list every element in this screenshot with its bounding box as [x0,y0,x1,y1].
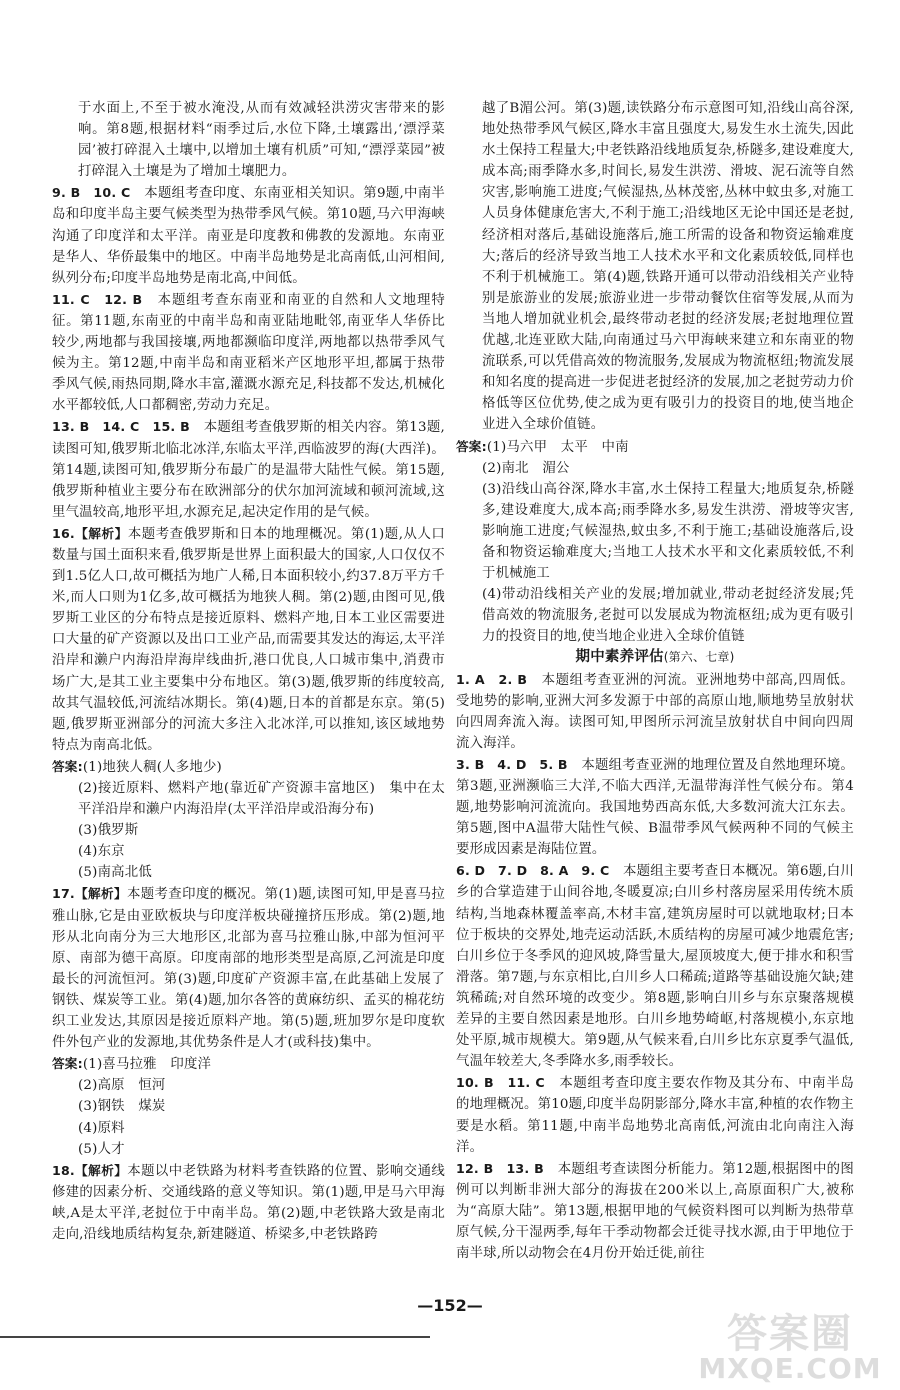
section-title [456,647,854,668]
paragraph-text: 本题组考查印度、东南亚相关知识。第9题,中南半岛和印度半岛主要气候类型为热带季风气候。第10题,马六甲海峡沟通了印度洋和太平洋。南亚是印度教和佛教的发源地。东南亚是华人、华侨最集中的地区。中南半岛地势是北高南低,山河相间,纵列分布;印度半岛地势是南北高,中间低。 [52,186,446,286]
watermark-logo [690,1300,890,1385]
continued-paragraph: 越了B湄公河。第(3)题,读铁路分布示意图可知,沿线山高谷深,地处热带季风气候区,降水丰富且强度大,易发生水土流失,因此水土保持工程量大;中老铁路沿线地质复杂,桥隧多,建设难度大,成本高;雨季降水多,时间长,易发生洪涝、滑坡、泥石流等自然灾害,影响施工进度;气候湿热,丛林茂密,丛林中蚊虫多,对施工人员身体健康危害大,不利于施工;沿线地区无论中国还是老挝,经济相对落后,基础设施落后,施工所需的设备和物资运输难度大;落后的经济导致当地工人技术水平和文化素质较低,同样也不利于机械施工。第(4)题,铁路开通可以带动沿线相关产业特别是旅游业的发展;旅游业进一步带动餐饮住宿等发展,从而为当地人增加就业机会,最终带动老挝的经济发展;老挝地理位置优越,北连亚欧大陆,向南通过马六甲海峡来建立和东南亚的物流联系,可以凭借高效的物流服务,发展成为物流枢纽;物流发展和知名度的提高进一步促进老挝经济的发展,加之老挝劳动力价格低等区位优势,使之成为更有吸引力的投资目的地,使当地企业进入全球价值链。 [482,101,854,433]
paragraph-text: 本题组考查亚洲的河流。亚洲地势中部高,四周低。受地势的影响,亚洲大河多发源于中部的高原山地,顺地势呈放射状向四周奔流入海。读图可知,甲图所示河流呈放射状自中间向四周流入海洋。 [456,672,854,751]
paragraph-text: 本题以中老铁路为材料考查铁路的位置、影响交通线修建的因素分析、交通线路的意义等知识。第(1)题,甲是马六甲海峡,A是太平洋,老挝位于中南半岛。第(2)题,中老铁路大致是南北走向,沿线地质结构复杂,新建隧道、桥梁多,中老铁路跨 [52,1163,445,1242]
paragraph-text: 本题组考查亚洲的地理位置及自然地理环境。第3题,亚洲濒临三大洋,不临大西洋,无温带海洋性气候分布。第4题,地势影响河流流向。我国地势西高东低,大多数河流大江东去。第5题,图中A温带大陆性气候、B温带季风气候两种不同的气候主要形成因素是海陆位置。 [456,757,855,858]
bottom-rule [0,1336,430,1338]
answer-explanation [456,1158,854,1264]
answer-item: (3)俄罗斯 [78,823,139,839]
answer-explanation [52,523,445,756]
page-number: —152— [417,1296,483,1315]
question-number: 6. D 7. D 8. A 9. C [456,863,610,879]
paragraph-text: (1)马六甲 太平 中南 [486,439,629,455]
answer-explanation [52,182,445,288]
answer-block [52,756,445,778]
answer-explanation [52,416,445,522]
question-number: 3. B 4. D 5. B [456,756,568,772]
answer-explanation [456,669,854,754]
section-title-sub: (第六、七章) [663,650,735,665]
answer-explanation [52,1160,445,1245]
answer-explanation [52,289,445,417]
answer-item: (2)高原 恒河 [78,1078,166,1094]
paragraph-text: (1)地狭人稠(人多地少) [82,759,222,775]
answer-label: 答案: [52,758,83,774]
answer-item: (5)南高北低 [78,865,152,881]
answer-block [456,436,854,458]
question-number: 16.【解析】 [52,525,128,541]
watermark-url: MXQE.COM [698,1352,882,1385]
answer-item: (4)东京 [78,844,125,860]
answer-label: 答案: [52,1056,83,1072]
continued-paragraph: 于水面上,不至于被水淹没,从而有效减轻洪涝灾害带来的影响。第8题,根据材料“雨季过后,水位下降,土壤露出,‘漂浮菜园’被打碎混入土壤中,以增加土壤有机质”可知,“漂浮菜园”被打碎混入土壤是为了增加土壤肥力。 [78,101,445,180]
paragraph-text: 本题组主要考查日本概况。第6题,白川乡的合掌造建于山间谷地,冬暖夏凉;白川乡村落房屋采用传统木质结构,当地森林覆盖率高,木材丰富,建筑房屋时可以就地取材;日本位于板块的交界处,地壳运动活跃,木质结构的房屋可减少地震危害;白川乡位于冬季风的迎风坡,降雪量大,屋顶坡度大,便于排水和积雪滑落。第7题,与东京相比,白川乡人口稀疏;道路等基础设施欠缺;建筑稀疏;对自然环境的改变少。第8题,影响白川乡与东京聚落规模差异的主要自然因素是地形。白川乡地势崎岖,村落规模小,东京地处平原,城市规模大。第9题,从气候来看,白川乡比东京夏季气温低,气温年较差大,冬季降水多,雨季较长。 [456,864,854,1070]
answer-item: (2)接近原料、燃料产地(靠近矿产资源丰富地区) 集中在太平洋沿岸和濑户内海沿岸(太平洋沿岸或沿海分布) [78,781,445,818]
answer-explanation [456,754,854,860]
paragraph-text: 本题组考查俄罗斯的相关内容。第13题,读图可知,俄罗斯北临北冰洋,东临太平洋,西临波罗的海(大西洋)。第14题,读图可知,俄罗斯分布最广的是温带大陆性气候。第15题,俄罗斯种植业主要分布在欧洲部分的伏尔加河流域和顿河流域,这里气温较高,地形平坦,水源充足,起决定作用的是气候。 [52,420,445,520]
answer-item: (2)南北 湄公 [482,460,570,476]
paragraph-text: 本题考查印度的概况。第(1)题,读图可知,甲是喜马拉雅山脉,它是由亚欧板块与印度洋板块碰撞挤压形成。第(2)题,地形从北向南分为三大地形区,北部为喜马拉雅山脉,中部为恒河平原、南部为德干高原。印度南部的地形类型是高原,乙河流是印度最长的河流恒河。第(3)题,印度矿产资源丰富,在此基础上发展了钢铁、煤炭等工业。第(4)题,加尔各答的黄麻纺织、孟买的棉花纺织工业发达,其原因是接近原料产地。第(5)题,班加罗尔是印度软件外包产业的发源地,其优势条件是人才(或科技)集中。 [52,887,445,1051]
paragraph-text: 本题组考查读图分析能力。第12题,根据图中的图例可以判断非洲大部分的海拔在200米以上,高原面积广大,被称为“高原大陆”。第13题,根据甲地的气候资料图可以判断为热带草原气候,分干湿两季,每年干季动物都会迁徙寻找水源,由于甲地位于南半球,所以动物会在4月份开始迁徙,前往 [456,1161,854,1262]
right-column [456,98,854,1264]
paragraph-text: 本题组考查东南亚和南亚的自然和人文地理特征。第11题,东南亚的中南半岛和南亚陆地毗邻,南亚华人华侨比较少,两地都与我国接壤,两地都濒临印度洋,两地都以热带季风气候为主。第12题,中南半岛和南亚稻米产区地形平坦,都属于热带季风气候,雨热同期,降水丰富,灌溉水源充足,科技都不发达,机械化水平都较低,人口都稠密,劳动力充足。 [52,292,446,414]
question-number: 18.【解析】 [52,1162,128,1178]
answer-item: (5)人才 [78,1141,125,1157]
answer-explanation [456,1072,854,1157]
question-number: 9. B 10. C [52,185,131,201]
answer-explanation [52,883,445,1053]
paragraph-text: 本题组考查印度主要农作物及其分布、中南半岛的地理概况。第10题,印度半岛阴影部分,降水丰富,种植的农作物主要是水稻。第11题,中南半岛地势北高南低,河流由北向南注入海洋。 [456,1076,854,1155]
section-title-text: 期中素养评估 [575,649,664,666]
answer-item: (3)沿线山高谷深,降水丰富,水土保持工程量大;地质复杂,桥隧多,建设难度大,成本高;雨季降水多,易发生洪涝、滑坡等灾害,影响施工进度;气候湿热,蚊虫多,不利于施工;基础设施落后,设备和物资运输难度大;当地工人技术水平和文化素质较低,不利于机械施工 [482,481,854,582]
answer-item: (4)带动沿线相关产业的发展;增加就业,带动老挝经济发展;凭借高效的物流服务,老挝可以发展成为物流枢纽;成为更有吸引力的投资目的地,使当地企业进入全球价值链 [482,587,854,645]
answer-item: (3)钢铁 煤炭 [78,1099,166,1115]
question-number: 1. A 2. B [456,671,528,687]
question-number: 12. B 13. B [456,1160,544,1176]
question-number: 10. B 11. C [456,1075,545,1091]
answer-label: 答案: [456,438,487,454]
paragraph-text: 本题考查俄罗斯和日本的地理概况。第(1)题,从人口数量与国土面积来看,俄罗斯是世界上面积最大的国家,人口仅仅不到1.5亿人口,故可概括为地广人稀,日本面积较小,约37.8万平方千米,而人口则为1亿多,故可概括为地狭人稠。第(2)题,由图可见,俄罗斯工业区的分布特点是接近原料、燃料产地,日本工业区需要进口大量的矿产资源以及出口工业产品,而需要其发达的海运,太平洋沿岸和濑户内海沿岸海岸线曲折,港口优良,人口城市集中,消费市场广大,是其工业主要集中分布地区。第(3)题,俄罗斯的纬度较高,故其气温较低,河流结冰期长。第(4)题,日本的首都是东京。第(5)题,俄罗斯亚洲部分的河流大多注入北冰洋,可以推知,该区域地势特点为南高北低。 [52,526,445,753]
question-number: 17.【解析】 [52,886,127,902]
answer-explanation [456,860,854,1072]
question-number: 13. B 14. C 15. B [52,419,190,435]
paragraph-text: (1)喜马拉雅 印度洋 [82,1057,212,1073]
question-number: 11. C 12. B [52,291,143,307]
answer-block [52,1053,445,1075]
left-column [52,98,445,1245]
watermark-logo-text: 答案圈 [727,1311,853,1357]
answer-item: (4)原料 [78,1120,125,1136]
